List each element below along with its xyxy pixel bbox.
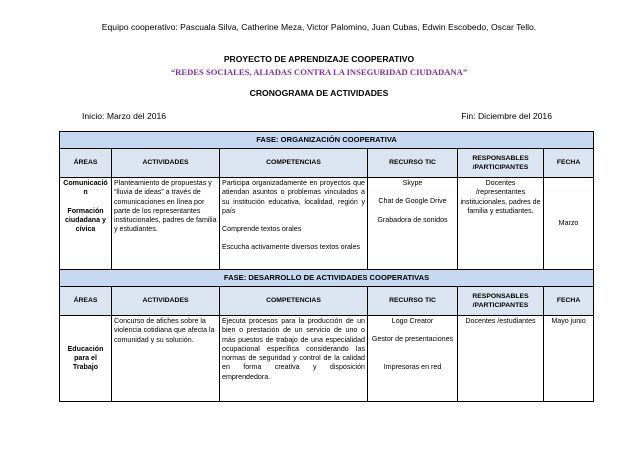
col-header-competences: COMPETENCIAS [220, 287, 368, 316]
tic-item: Impresoras en red [383, 362, 442, 371]
area-cell [60, 178, 112, 270]
tic-item: Logo Creator [391, 317, 434, 325]
table-row [60, 178, 594, 270]
date-cell: Marzo [544, 178, 594, 270]
end-date: Fin: Diciembre del 2016 [461, 111, 552, 121]
area-cell: Educación para el Trabajo [60, 316, 112, 402]
competence-text: Participa organizadamente en proyectos que atiendan asuntos o problemas vinculados a su institución educativa, localidad, región y país [222, 179, 365, 215]
competence-cell [220, 178, 368, 270]
phase-title: FASE: DESARROLLO DE ACTIVIDADES COOPERATIVAS [60, 270, 594, 287]
col-header-tic: RECURSO TIC [368, 149, 458, 178]
responsible-cell: Docentes /representantes institucionales, padres de familia y estudiantes. [458, 178, 544, 270]
col-header-tic: RECURSO TIC [368, 287, 458, 316]
col-header-areas: ÁREAS [60, 149, 112, 178]
col-header-competences: COMPETENCIAS [220, 149, 368, 178]
project-title: PROYECTO DE APRENDIZAJE COOPERATIVO [223, 54, 415, 64]
activity-cell: Planteamiento de propuestas y “lluvia de ideas” a través de comunicaciones en línea por parte de los representantes institucionales, padres de familia y estudiantes. [112, 178, 220, 270]
tic-cell [368, 316, 458, 402]
date-cell: Mayo junio [544, 316, 594, 402]
col-header-responsible: RESPONSABLES /PARTICIPANTES [458, 287, 544, 316]
schedule-table [59, 131, 594, 402]
tic-cell [368, 178, 458, 270]
area-label: Comunicación [63, 179, 108, 197]
col-header-areas: ÁREAS [60, 287, 112, 316]
phase-title: FASE: ORGANIZACIÓN COOPERATIVA [60, 132, 594, 149]
col-header-date: FECHA [544, 287, 594, 316]
tic-item: Skype [402, 179, 423, 187]
col-header-activities: ACTIVIDADES [112, 287, 220, 316]
tic-item: Gestor de presentaciones [371, 335, 454, 344]
table-row [60, 316, 594, 402]
tic-item: Grabadora de sonidos [377, 215, 448, 224]
competence-text: Comprende textos orales [222, 225, 302, 234]
column-header-row [60, 149, 594, 178]
phase-row [60, 132, 594, 149]
competence-cell: Ejecuta procesos para la producción de un bien o prestación de un servicio de uno o más puestos de trabajo de una especialidad ocupacional específica considerando las normas de seguridad y control de la calidad en forma creativa y disposición emprendedora. [220, 316, 368, 402]
competence-text: Escucha activamente diversos textos orales [222, 243, 360, 252]
tic-item: Chat de Google Drive [378, 197, 447, 206]
column-header-row [60, 287, 594, 316]
col-header-date: FECHA [544, 149, 594, 178]
start-date: Inicio: Marzo del 2016 [82, 111, 167, 121]
activity-cell: Concurso de afiches sobre la violencia cotidiana que afecta la comunidad y su solución. [112, 316, 220, 402]
project-subtitle: “REDES SOCIALES, ALIADAS CONTRA LA INSEGURIDAD CIUDADANA” [170, 67, 468, 77]
phase-row [60, 270, 594, 287]
team-members: Equipo cooperativo: Pascuala Silva, Catherine Meza, Victor Palomino, Juan Cubas, Edwin Escobedo, Oscar Tello. [101, 22, 537, 32]
responsible-cell: Docentes /estudiantes [458, 316, 544, 402]
area-label: Formación ciudadana y cívica [64, 206, 106, 234]
col-header-activities: ACTIVIDADES [112, 149, 220, 178]
col-header-responsible: RESPONSABLES /PARTICIPANTES [458, 149, 544, 178]
schedule-title: CRONOGRAMA DE ACTIVIDADES [249, 88, 389, 98]
